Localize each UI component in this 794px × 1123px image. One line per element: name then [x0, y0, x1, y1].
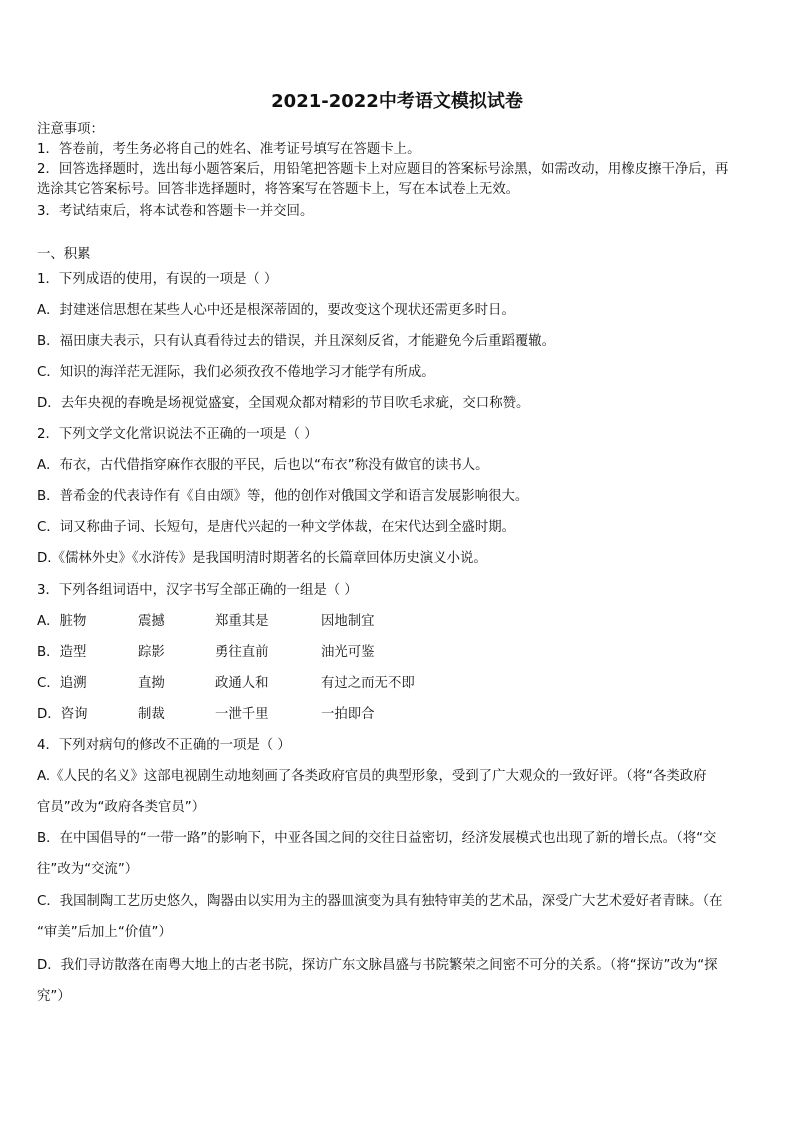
word-cell: 因地制宜: [321, 614, 375, 629]
question-option: C．词又称曲子词、长短句，是唐代兴起的一种文学体裁，在宋代达到全盛时期。: [37, 520, 516, 535]
question-option: D．我们寻访散落在南粤大地上的古老书院，探访广东文脉昌盛与书院繁荣之间密不可分的关系。（将“探访”改为“探: [37, 958, 718, 973]
word-group-row: [37, 644, 759, 662]
question-option-continued: 究”）: [37, 989, 71, 1004]
word-group-row: [37, 613, 759, 631]
section-heading: 一、积累: [37, 247, 91, 262]
notice-item: 选涂其它答案标号。回答非选择题时，将答案写在答题卡上，写在本试卷上无效。: [37, 182, 520, 197]
question-option: B．在中国倡导的“一带一路”的影响下，中亚各国之间的交往日益密切，经济发展模式也出现了新的增长点。（将“交: [37, 831, 717, 846]
word-cell: D．咨询: [37, 707, 88, 722]
question-option: C．我国制陶工艺历史悠久，陶器由以实用为主的器皿演变为具有独特审美的艺术品，深受广大艺术爱好者青睐。（在: [37, 894, 723, 909]
word-cell: 一拍即合: [321, 707, 375, 722]
word-cell: C．追溯: [37, 676, 87, 691]
notice-heading: 注意事项：: [37, 122, 104, 137]
question-option: A．布衣，古代借指穿麻作衣服的平民，后也以“布衣”称没有做官的读书人。: [37, 458, 489, 473]
question-option: A．封建迷信思想在某些人心中还是根深蒂固的，要改变这个现状还需更多时日。: [37, 303, 515, 318]
question-stem: 1．下列成语的使用，有误的一项是（ ）: [37, 272, 278, 287]
notice-item: 1．答卷前，考生务必将自己的姓名、准考证号填写在答题卡上。: [37, 142, 421, 157]
question-option: C．知识的海洋茫无涯际，我们必须孜孜不倦地学习才能学有所成。: [37, 365, 435, 380]
question-option-continued: 往”改为“交流”）: [37, 862, 139, 877]
word-group-row: [37, 706, 759, 724]
page-title: 2021-2022中考语文模拟试卷: [271, 91, 523, 112]
question-option: A.《人民的名义》这部电视剧生动地刻画了各类政府官员的典型形象，受到了广大观众的一致好评。（将“各类政府: [37, 769, 707, 784]
question-option: D．去年央视的春晚是场视觉盛宴，全国观众都对精彩的节目吹毛求疵，交口称赞。: [37, 396, 530, 411]
word-cell: 有过之而无不即: [321, 676, 415, 691]
word-cell: 制裁: [138, 707, 165, 722]
question-option: B．福田康夫表示，只有认真看待过去的错误，并且深刻反省，才能避免今后重蹈覆辙。: [37, 334, 556, 349]
word-cell: A．脏物: [37, 614, 87, 629]
question-option: D.《儒林外史》《水浒传》是我国明清时期著名的长篇章回体历史演义小说。: [37, 551, 487, 566]
question-stem: 4．下列对病句的修改不正确的一项是（ ）: [37, 738, 291, 753]
word-cell: 震撼: [138, 614, 165, 629]
word-cell: B．造型: [37, 645, 87, 660]
word-cell: 踪影: [138, 645, 165, 660]
question-stem: 3．下列各组词语中，汉字书写全部正确的一组是（ ）: [37, 583, 358, 598]
word-cell: 勇往直前: [215, 645, 269, 660]
word-group-row: [37, 675, 759, 693]
question-option: B．普希金的代表诗作有《自由颂》等，他的创作对俄国文学和语言发展影响很大。: [37, 489, 529, 504]
word-cell: 郑重其是: [215, 614, 269, 629]
word-cell: 政通人和: [215, 676, 269, 691]
word-cell: 油光可鉴: [321, 645, 375, 660]
question-stem: 2．下列文学文化常识说法不正确的一项是（ ）: [37, 427, 318, 442]
word-cell: 直拗: [138, 676, 165, 691]
notice-item: 2．回答选择题时，选出每小题答案后，用铅笔把答题卡上对应题目的答案标号涂黑，如需改动，用橡皮擦干净后，再: [37, 162, 729, 177]
question-option-continued: “审美”后加上“价值”）: [37, 925, 172, 940]
word-cell: 一泄千里: [215, 707, 269, 722]
question-option-continued: 官员”改为“政府各类官员”）: [37, 800, 206, 815]
notice-item: 3．考试结束后，将本试卷和答题卡一并交回。: [37, 204, 314, 219]
